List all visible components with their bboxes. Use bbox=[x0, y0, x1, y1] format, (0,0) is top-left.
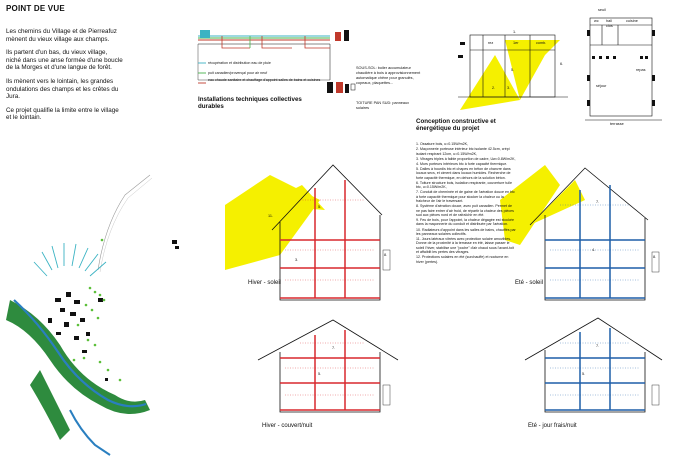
section-number: 1. bbox=[513, 30, 517, 34]
list-item: 10. Radiateurs d'appoint dans les salles de bains, chauffés par les panneaux solaires collectifs. bbox=[416, 227, 516, 236]
plan-label-hall: hall clos bbox=[606, 19, 613, 28]
installations-legend bbox=[208, 58, 328, 83]
section-number: 5. bbox=[318, 205, 322, 209]
intro-paragraph: Les chemins du Village et de Pierreafuz mènent du vieux village aux champs. bbox=[6, 28, 117, 43]
section-number: 5. bbox=[511, 68, 515, 72]
section-number: 8. bbox=[384, 253, 388, 257]
plan-label-terrasse: terrasse bbox=[610, 122, 624, 126]
list-item: 9. Feu de bois, pour l'appoint, la chaleur dégagée est stockée dans la maçonnerie du conduit et distribuée par l'aération. bbox=[416, 218, 514, 227]
section-label-comb: comb. bbox=[536, 41, 547, 45]
conception-list bbox=[416, 142, 516, 265]
section-number: 5. bbox=[582, 372, 586, 376]
list-item: 3. Vitrages triples à faible proportion de cadre, Uw=0.8W/m2K, bbox=[416, 156, 516, 161]
plan-label-wc: wc bbox=[594, 19, 599, 23]
list-item: 8. Système d'aération douce, avec puit canadien. Permet de ne pas faire entrer d'air froid, de répartir la chaleur des pièces sud aux pièces nord et de rafraîchir en été. bbox=[416, 204, 514, 217]
site-map bbox=[6, 175, 179, 455]
legend-item: eau chaude sanitaire et chauffage d'appoint salles de bains et cuisines bbox=[208, 78, 321, 83]
toiture-note: TOITURE PAN SUD: panneaux solaires bbox=[356, 101, 410, 110]
caption-hiver-nuit: Hiver - couvert/nuit bbox=[262, 423, 313, 429]
soussol-note: SOUS-SOL: boiler accumulateur chaudière à bois à approvisionnement automatique chêne pour granulés, copeaux, plaquettes... bbox=[356, 66, 421, 85]
section-number: 3. bbox=[507, 86, 511, 90]
list-item: 12. Protections solaires en été (surchauffe) et nocturne en hiver (pertes). bbox=[416, 255, 509, 264]
section-number: 7. bbox=[596, 200, 600, 204]
section-number: 2. bbox=[492, 86, 496, 90]
list-item: 6. Toiture structure bois, isolation respirante, couverture tuile btc, u=0.15W/m2K, bbox=[416, 180, 513, 190]
list-item: 11. Jours latéraux vitrées avec protection solaire amovibles. Donne de la proximité à la terrasse en été, laisse passer le soleil l'hiver, stabilise une "poche" d'air chaud sous l'avant-toit et affaiblit les pertes des vitrages. bbox=[416, 237, 514, 255]
legend-item: récupération et distribution eau de pluie bbox=[208, 61, 271, 65]
section-number: 11. bbox=[268, 214, 273, 218]
floor-plan bbox=[585, 18, 662, 120]
section-number: 8. bbox=[653, 255, 657, 259]
caption-ete-nuit: Eté - jour frais/nuit bbox=[528, 423, 577, 429]
installations-title: Installations techniques collectives durables bbox=[198, 96, 302, 111]
section-number: 5. bbox=[318, 372, 322, 376]
intro-paragraph: Ils mènent vers le lointain, les grandes ondulations des champs et les crêtes du Jura. bbox=[6, 77, 119, 101]
list-item: 5. Dalles à hourdis btc et chapes en béton de chanvre dans locaux secs, et ciment dans locaux humides. Recherche de forte capacité thermique, en dehors de la solution béton. bbox=[416, 166, 511, 180]
caption-ete-soleil: Eté - soleil bbox=[515, 280, 544, 286]
plan-label-seuil: seuil bbox=[598, 8, 606, 12]
section-number: 4. bbox=[592, 248, 596, 252]
caption-hiver-soleil: Hiver - soleil bbox=[248, 280, 282, 286]
plan-label-cuisine: cuisine bbox=[626, 19, 638, 23]
intro-paragraph: Ils partent d'un bas, du vieux village, niché dans une anse formée d'une boucle de la Morges et d'une langue de forêt. bbox=[6, 49, 123, 72]
section-hiver-nuit bbox=[258, 320, 398, 412]
list-item: 2. Maçonnerie porteuse intérieur btc isolante 42.5cm, crépi isolant respirant 12cm, u=0.15W/m2K, bbox=[416, 147, 510, 156]
section-number: 7. bbox=[596, 344, 600, 348]
conception-title: Conception constructive et énergétique du projet bbox=[416, 118, 496, 133]
section-ete-nuit bbox=[525, 318, 662, 412]
list-item: 1. Ossature bois, u=0.15W/m2K, bbox=[416, 142, 469, 146]
page-title: POINT DE VUE bbox=[6, 4, 65, 13]
section-number: 6. bbox=[560, 62, 564, 66]
section-label-1er: 1er bbox=[513, 41, 519, 45]
plan-label-repas: repas bbox=[636, 68, 646, 72]
section-number: 7. bbox=[332, 346, 336, 350]
section-label-rez: rez bbox=[488, 41, 494, 45]
intro-paragraph: Ce projet qualifie la limite entre le village et le lointain. bbox=[6, 106, 119, 122]
list-item: 4. Murs porteurs intérieurs btc à forte capacité thermique. bbox=[416, 161, 508, 166]
section-number: 3. bbox=[295, 258, 299, 262]
list-item: 7. Conduit de cheminée et de gaine de l'aération douce en btc à forte capacité thermique pour stocker la chaleur ou la fraicheur de l'air le traversant. bbox=[416, 190, 515, 203]
plan-label-sejour: séjour bbox=[596, 84, 607, 88]
legend-item: puit canadien/provençal pour air neuf bbox=[208, 71, 268, 76]
